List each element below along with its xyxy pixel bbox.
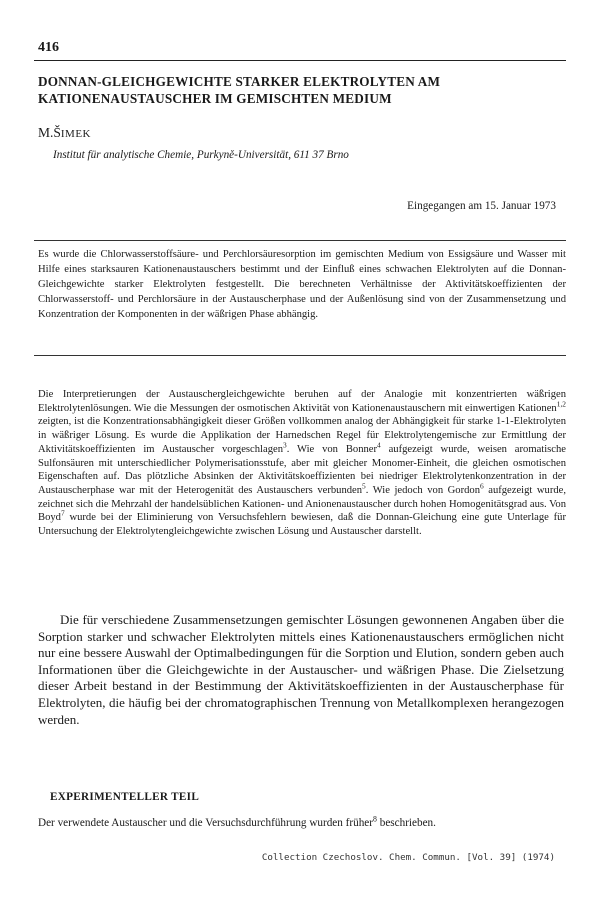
citation-4: 4 [377,440,381,450]
experimental-text-1: Der verwendete Austauscher und die Versuchsdurchführung wurden früher [38,817,373,829]
citation-1-2: 1,2 [556,399,566,409]
intro-text-7: wurde bei der Eliminierung von Versuchsfehlern bewiesen, daß die Donnan-Gleichung eine gute Unterlage für Untersuchung der Elektrolytengleichgewichte zwischen Lösung und Austauscher darstellt. [38,512,566,538]
intro-text-1: Die Interpretierungen der Austauschergleichgewichte beruhen auf der Analogie mit konzentrierten wäßrigen Elektrolytenlösungen. Wie die Messungen der osmotischen Aktivität von Kationenaustauschern mit einwertigen Kationen [38,389,566,414]
affiliation: Institut für analytische Chemie, Purkyně-Universität, 611 37 Brno [53,149,349,161]
journal-footer: Collection Czechoslov. Chem. Commun. [Vol. 39] (1974) [261,852,555,863]
experimental-paragraph [38,816,566,830]
section-heading: EXPERIMENTELLER TEIL [50,791,200,803]
citation-5: 5 [362,481,366,491]
author-surname: IMEK [60,128,91,140]
intro-paragraph [38,388,566,539]
citation-8: 8 [373,814,377,824]
article-title: DONNAN-GLEICHGEWICHTE STARKER ELEKTROLYTEN AM KATIONENAUSTAUSCHER IM GEMISCHTEN MEDIUM [38,74,441,106]
author-initial: M.Š [38,125,61,140]
aim-paragraph: Die für verschiedene Zusammensetzungen gemischter Lösungen gewonnenen Angaben über die Sorption starker und schwacher Elektrolyten mittels eines Kationenaustauschers ermöglichen nicht nur eine bessere Auswahl der Optimalbedingungen für die Sorption und Elution, sondern geben auch Informationen über die Gleichgewichte in der Austauscher- und wäßrigen Phase. Die Zielsetzung dieser Arbeit bestand in der Bestimmung der Aktivitätskoeffizienten in der Austauscherphase für Elektrolyten, die häufig bei der chromatographischen Trennung von Metallkomplexen herangezogen werden. [38,612,564,727]
author [38,125,91,141]
citation-7: 7 [60,508,65,518]
abstract-top-rule [34,240,566,241]
page-number: 416 [38,40,59,55]
citation-6: 6 [480,481,484,491]
received-date: Eingegangen am 15. Januar 1973 [407,200,556,212]
intro-text-5: . Wie jedoch von Gordon [365,484,481,496]
abstract: Es wurde die Chlorwasserstoffsäure- und Perchlorsäuresorption im gemischten Medium von Essigsäure und Wasser mit Hilfe eines starksauren Kationenaustauschers bestimmt und der Einfluß eines schwachen Elektrolyten auf die Donnan-Gleichgewichte starker Elektrolyten festgestellt. Die berechneten Verhältnisse der Aktivitätskoeffizienten der Chlorwasserstoff- und Perchlorsäure in der Austauscherphase und der Außenlösung sind von der Zusammensetzung und Konzentration der Komponenten in der wäßrigen Phase abhängig. [38,249,566,320]
intro-text-6: aufgezeigt wurde, zeichnet sich die Mehrzahl der handelsüblichen Kationen- und Anionenaustauscher durch hohen Homogenitätsgrad aus. Von Boyd [38,484,566,524]
abstract-bottom-rule [34,355,566,356]
citation-3: 3 [283,440,287,450]
experimental-text-2: beschrieben. [376,817,436,829]
intro-text-4: aufgezeigt wurde, weisen aromatische Sulfonsäuren mit unterschiedlicher Polymerisationsstufe, aber mit gleicher Monomer-Einheit, die gleichen osmotischen Eigenschaften auf. Das plötzliche Absinken der Aktivitätskoeffizienten bei niedriger Elektrolytenkonzentration in der Austauscherphase war mit der Heterogenität des Austauschers verbunden [38,443,566,496]
header-rule [34,60,566,61]
intro-text-3: . Wie von Bonner [286,443,378,455]
intro-text-2: zeigten, ist die Konzentrationsabhängigkeit dieser Größen vollkommen analog der Abhängigkeit für starke 1-1-Elektrolyten in wäßriger Lösung. Es wurde die Applikation der Harnedschen Regel für Elektrolytengemische zur Ermittlung der Aktivitätskoeffizienten im Austauscher vorgeschlagen [38,416,566,455]
